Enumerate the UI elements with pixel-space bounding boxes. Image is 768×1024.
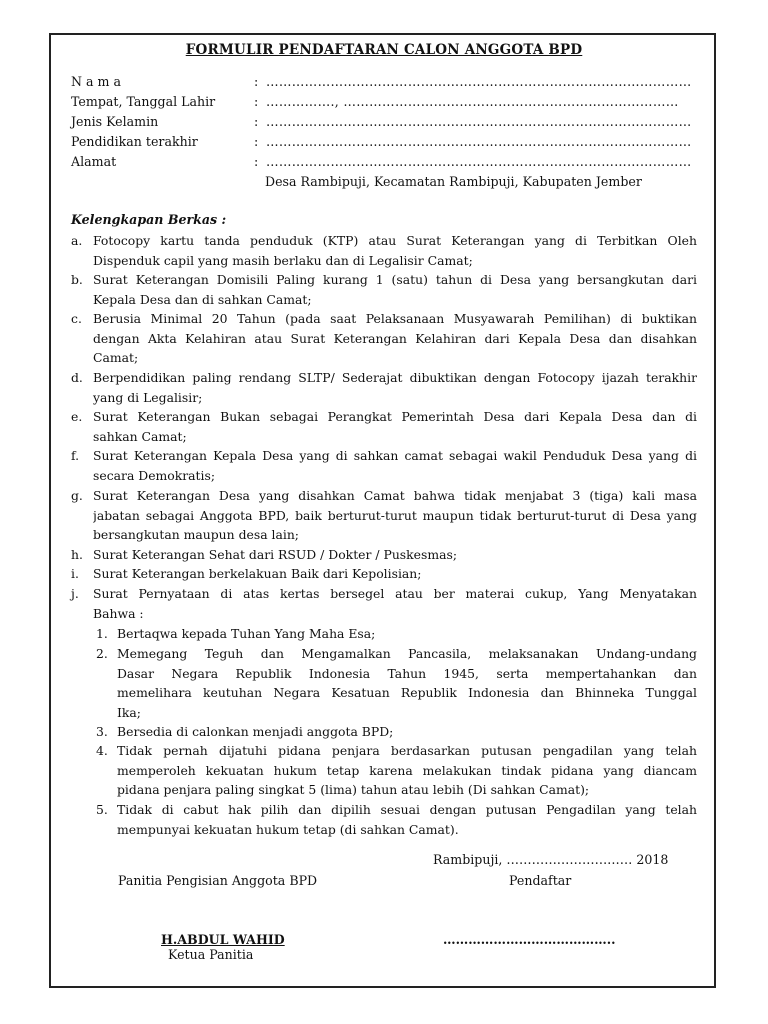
left-signer-name: H.ABDUL WAHID: [161, 932, 285, 947]
place-date: Rambipuji, ………………………… 2018: [433, 852, 669, 867]
sub-item-marker: 1.: [96, 626, 108, 641]
section-title: Kelengkapan Berkas :: [71, 212, 227, 227]
field-label: Alamat: [71, 154, 117, 169]
form-title: FORMULIR PENDAFTARAN CALON ANGGOTA BPD: [185, 42, 583, 58]
list-item-line: Camat;: [93, 350, 139, 365]
right-signer-name: …………………………………..: [443, 932, 616, 947]
list-item-line: Bahwa :: [93, 605, 144, 621]
list-item-marker: a.: [71, 233, 83, 248]
sub-item-line: Dasar Negara Republik Indonesia Tahun 1945, serta mempertahankan dan: [117, 665, 697, 681]
list-item-line: Berusia Minimal 20 Tahun (pada saat Pelaksanaan Musyawarah Pemilihan) di buktikan: [93, 311, 697, 326]
list-item-line: Surat Pernyataan di atas kertas bersegel atau ber materai cukup, Yang Menyatakan: [93, 586, 697, 601]
list-item-marker: i.: [71, 566, 79, 581]
address-line: Desa Rambipuji, Kecamatan Rambipuji, Kabupaten Jember: [265, 174, 642, 189]
sub-item-marker: 2.: [96, 646, 108, 661]
sub-item-line: mempunyai kekuatan hukum tetap (di sahkan Camat).: [117, 821, 459, 837]
sub-item-line: pidana penjara paling singkat 5 (lima) tahun atau lebih (Di sahkan Camat);: [117, 782, 590, 797]
list-item-line: bersangkutan maupun desa lain;: [93, 527, 299, 542]
sub-item-marker: 3.: [96, 724, 108, 739]
field-label: Tempat, Tanggal Lahir: [71, 94, 216, 109]
field-colon: :: [254, 114, 259, 129]
sub-item-marker: 4.: [96, 743, 108, 758]
list-item-line: Berpendidikan paling rendang SLTP/ Sederajat dibuktikan dengan Fotocopy ijazah terakhir: [93, 370, 697, 385]
list-item-line: Surat Keterangan Bukan sebagai Perangkat Pemerintah Desa dari Kepala Desa dan di: [93, 409, 697, 424]
list-item-marker: f.: [71, 448, 80, 463]
sub-item-marker: 5.: [96, 802, 108, 817]
sub-item-line: memelihara keutuhan Negara Kesatuan Republik Indonesia dan Bhinneka Tunggal: [117, 685, 697, 700]
field-value-blank[interactable]: ………………………………………………………………………………………: [266, 74, 692, 89]
list-item-line: Dispenduk capil yang masih berlaku dan di Legalisir Camat;: [93, 252, 473, 268]
list-item-marker: j.: [71, 586, 79, 601]
left-signer-title: Panitia Pengisian Anggota BPD: [118, 873, 318, 888]
list-item-marker: c.: [71, 311, 82, 326]
list-item-marker: g.: [71, 488, 83, 503]
sub-item-line: Bersedia di calonkan menjadi anggota BPD;: [117, 724, 394, 739]
field-colon: :: [254, 154, 259, 169]
list-item-marker: d.: [71, 370, 83, 385]
sub-item-line: Bertaqwa kepada Tuhan Yang Maha Esa;: [117, 626, 376, 641]
sub-item-line: Tidak di cabut hak pilih dan dipilih sesuai dengan putusan Pengadilan yang telah: [117, 802, 697, 817]
field-colon: :: [254, 134, 259, 149]
left-signer-role: Ketua Panitia: [168, 947, 254, 962]
field-label: Jenis Kelamin: [71, 114, 159, 129]
sub-item-line: Tidak pernah dijatuhi pidana penjara berdasarkan putusan pengadilan yang telah: [117, 743, 697, 758]
list-item-line: yang di Legalisir;: [93, 389, 203, 405]
field-value-blank[interactable]: ………………………………………………………………………………………: [266, 114, 692, 129]
list-item-line: dengan Akta Kelahiran atau Surat Keterangan Kelahiran dari Kepala Desa dan disahkan: [93, 330, 697, 346]
sub-item-line: memperoleh kekuatan hukum tetap karena melakukan tindak pidana yang diancam: [117, 762, 697, 778]
list-item-line: secara Demokratis;: [93, 467, 216, 483]
list-item-line: Surat Keterangan berkelakuan Baik dari Kepolisian;: [93, 566, 422, 581]
field-value-blank[interactable]: ………………………………………………………………………………………: [266, 134, 692, 149]
field-value-blank[interactable]: ……………., ……………………………………………………………………: [266, 94, 679, 109]
list-item-line: Surat Keterangan Kepala Desa yang di sahkan camat sebagai wakil Penduduk Desa yang di: [93, 448, 697, 463]
list-item-marker: h.: [71, 547, 83, 562]
list-item-line: Kepala Desa dan di sahkan Camat;: [93, 291, 312, 307]
list-item-marker: e.: [71, 409, 83, 424]
list-item-line: Surat Keterangan Desa yang disahkan Camat bahwa tidak menjabat 3 (tiga) kali masa: [93, 488, 697, 503]
right-signer-title: Pendaftar: [509, 873, 572, 888]
sub-item-line: Memegang Teguh dan Mengamalkan Pancasila, melaksanakan Undang-undang: [117, 646, 697, 661]
field-colon: :: [254, 74, 259, 89]
list-item-line: Surat Keterangan Domisili Paling kurang 1 (satu) tahun di Desa yang bersangkutan dari: [93, 272, 697, 287]
field-value-blank[interactable]: ………………………………………………………………………………………: [266, 154, 692, 169]
sub-item-line: Ika;: [117, 704, 141, 720]
field-label: N a m a: [71, 74, 121, 89]
list-item-marker: b.: [71, 272, 83, 287]
field-colon: :: [254, 94, 259, 109]
list-item-line: sahkan Camat;: [93, 428, 187, 444]
field-label: Pendidikan terakhir: [71, 134, 198, 149]
list-item-line: jabatan sebagai Anggota BPD, baik berturut-turut maupun tidak berturut-turut di Desa yang: [93, 507, 697, 523]
list-item-line: Fotocopy kartu tanda penduduk (KTP) atau Surat Keterangan yang di Terbitkan Oleh: [93, 233, 697, 248]
list-item-line: Surat Keterangan Sehat dari RSUD / Dokter / Puskesmas;: [93, 547, 458, 562]
